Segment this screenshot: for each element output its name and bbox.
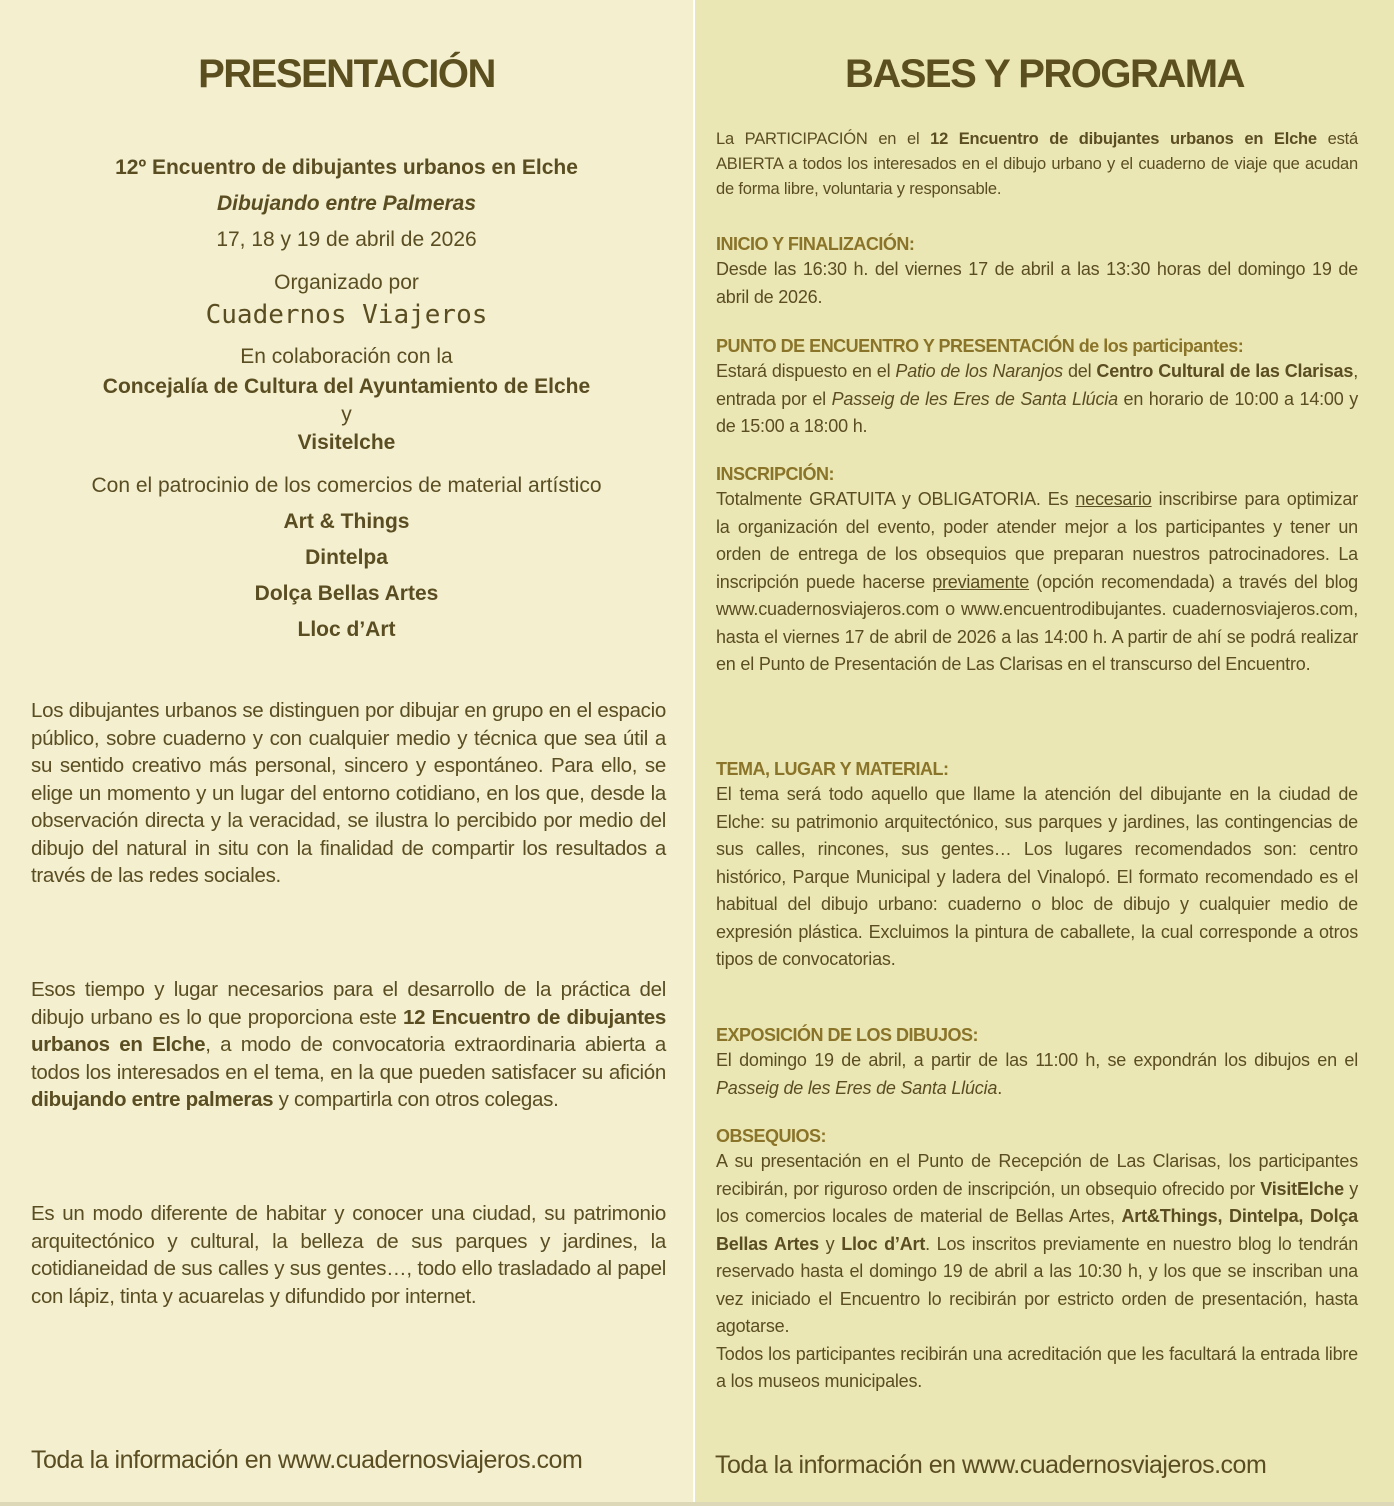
paragraph-2-emphasis: dibujando entre palmeras: [31, 1088, 274, 1111]
bottom-edge: [0, 1502, 1394, 1506]
sponsor-name: Lloc d’Art: [841, 1233, 926, 1254]
paragraph-2-text: Esos tiempo y lugar necesarios para el desarrollo de la práctica del dibujo urbano es lo que proporciona este: [31, 978, 666, 1029]
section-title: PUNTO DE ENCUENTRO Y PRESENTACIÓN de los participantes:: [716, 336, 1244, 356]
sponsor-item: Art & Things: [283, 510, 410, 533]
sponsor-names: Art&Things, Dintelpa, Dolça Bellas Artes: [716, 1206, 1358, 1254]
section-punto-encuentro: [716, 334, 1358, 441]
intro-text: está ABIERTA a todos los interesados en el dibujo urbano y el cuaderno de viaje que acudan de forma libre, voluntaria y responsable.: [716, 130, 1358, 198]
paragraph-1: Los dibujantes urbanos se distinguen por dibujar en grupo en el espacio público, sobre cuaderno y con cualquier medio y técnica que sea útil a su sentido creativo más personal, sincero y espontáneo. Para ello, se elige un momento y un lugar del entorno cotidiano, en los que, desde la observación directa y la veracidad, se ilustra lo percibido por medio del dibujo del natural in situ con la finalidad de compartir los resultados a través de las redes sociales.: [31, 699, 666, 887]
text: en horario de 10:00 a 14:00 y de 15:00 a 18:00 h.: [716, 388, 1358, 436]
section-obsequios: [716, 1124, 1358, 1396]
organized-by-label: Organizado por: [274, 271, 419, 294]
venue-name: Centro Cultural de las Clarisas: [1096, 361, 1354, 381]
street-name: Passeig de les Eres de Santa Llúcia: [831, 388, 1118, 409]
sponsor-item: Dolça Bellas Artes: [254, 582, 439, 605]
text: .: [997, 1077, 1002, 1098]
section-title: INICIO Y FINALIZACIÓN:: [716, 234, 915, 254]
street-name: Passeig de les Eres de Santa Llúcia: [716, 1077, 998, 1098]
section-text: [716, 1047, 1358, 1102]
organizer-logo-text: Cuadernos Viajeros: [205, 300, 488, 330]
event-tagline: Dibujando entre Palmeras: [216, 192, 477, 215]
paragraph-3: Es un modo diferente de habitar y conocer una ciudad, su patrimonio arquitectónico y cultural, la belleza de sus parques y jardines, la cotidianeidad de sus calles y sus gentes…, todo ello trasladado al papel con lápiz, tinta y acuarelas y difundido por internet.: [31, 1202, 666, 1308]
underlined-word: previamente: [932, 571, 1030, 592]
right-footer-info: Toda la información en www.cuadernosviajeros.com: [715, 1451, 1267, 1479]
collab-label: En colaboración con la: [240, 345, 453, 368]
place-name: Patio de los Naranjos: [895, 361, 1063, 381]
text: . Los inscritos previamente en nuestro blog lo tendrán reservado hasta el domingo 19 de abril a las 10:30 h, y los que se inscriban una vez iniciado el Encuentro lo recibirán por estricto orden de presentación, hasta agotarse.: [716, 1233, 1358, 1336]
event-name: 12º Encuentro de dibujantes urbanos en Elche: [115, 156, 578, 179]
intro-text: La PARTICIPACIÓN en el: [716, 130, 931, 148]
text: y: [818, 1233, 842, 1254]
section-text: [716, 1148, 1358, 1341]
underlined-word: necesario: [1075, 489, 1152, 509]
text: inscribirse para optimizar la organización del evento, poder atender mejor a los participantes y tener un orden de entrega de los obsequios que preparan nuestros patrocinadores. La inscripción puede hacerse: [716, 489, 1358, 592]
sponsor-item: Lloc d’Art: [297, 618, 396, 641]
collab-1: Concejalía de Cultura del Ayuntamiento de Elche: [102, 375, 591, 398]
section-text-accreditation: Todos los participantes recibirán una acreditación que les facultará la entrada libre a los museos municipales.: [716, 1343, 1358, 1391]
text: , entrada por el: [716, 361, 1358, 409]
section-exposicion: [716, 1023, 1358, 1102]
section-title: EXPOSICIÓN DE LOS DIBUJOS:: [716, 1025, 979, 1045]
presentation-title: PRESENTACIÓN: [198, 52, 495, 96]
collab-and: y: [341, 403, 352, 426]
presentation-panel: [0, 0, 693, 1502]
section-text: El tema será todo aquello que llame la atención del dibujante en la ciudad de Elche: su patrimonio arquitectónico, sus parques y jardines, las contingencias de sus calles, rincones, sus gentes… Los lugares recomendados son: centro histórico, Parque Municipal y ladera del Vinalopó. El formato recomendado es el habitual del dibujo urbano: cuaderno o bloc de dibujo y cualquier medio de expresión plástica. Excluimos la pintura de caballete, la cual corresponde a otros tipos de convocatorias.: [716, 784, 1358, 969]
section-inscripcion: [716, 462, 1358, 679]
text: y los comercios locales de material de Bellas Artes,: [716, 1178, 1358, 1226]
text: El domingo 19 de abril, a partir de las 11:00 h, se expondrán los dibujos en el: [716, 1050, 1358, 1070]
event-dates: 17, 18 y 19 de abril de 2026: [216, 228, 477, 251]
sponsor-label: Con el patrocinio de los comercios de material artístico: [91, 474, 602, 497]
section-text: [716, 486, 1358, 679]
sponsor-item: Dintelpa: [305, 546, 388, 569]
section-text: [716, 358, 1358, 441]
text: A su presentación en el Punto de Recepción de Las Clarisas, los participantes recibirán, por riguroso orden de inscripción, un obsequio ofrecido por: [716, 1151, 1358, 1199]
text: (opción recomendada) a través del blog www.cuadernosviajeros.com o www.encuentrodibujantes. cuadernosviajeros.com, hasta el viernes 17 de abril de 2026 a las 14:00 h. A partir de ahí se podrá realizar en el Punto de Presentación de Las Clarisas en el transcurso del Encuentro.: [716, 571, 1358, 674]
text: Totalmente GRATUITA y OBLIGATORIA. Es: [716, 489, 1076, 509]
section-title: INSCRIPCIÓN:: [716, 464, 835, 484]
paragraph-2-text: , a modo de convocatoria extraordinaria abierta a todos los interesados en el tema, en la que pueden satisfacer su afición: [31, 1033, 666, 1084]
section-title: OBSEQUIOS:: [716, 1126, 827, 1146]
paragraph-2-event-name: 12 Encuentro de dibujantes urbanos en Elche: [31, 1005, 666, 1056]
section-title: TEMA, LUGAR Y MATERIAL:: [716, 759, 949, 779]
collab-2: Visitelche: [297, 431, 396, 454]
left-footer-info: Toda la información en www.cuadernosviajeros.com: [31, 1446, 583, 1474]
section-text: Desde las 16:30 h. del viernes 17 de abril a las 13:30 horas del domingo 19 de abril de 2026.: [716, 259, 1358, 307]
event-info-block: [0, 150, 693, 648]
rules-title: BASES Y PROGRAMA: [844, 52, 1245, 96]
sponsor-name: VisitElche: [1260, 1178, 1344, 1199]
text: Estará dispuesto en el: [716, 361, 896, 381]
section-tema: [716, 757, 1358, 974]
paragraph-2-text: y compartirla con otros colegas.: [273, 1088, 559, 1111]
intro-event-name: 12 Encuentro de dibujantes urbanos en Elche: [930, 130, 1317, 148]
rules-program-panel: [695, 0, 1394, 1502]
paragraph-2: [31, 976, 666, 1114]
section-inicio: [716, 232, 1358, 311]
participation-intro: [716, 127, 1358, 202]
text: del: [1062, 361, 1097, 381]
